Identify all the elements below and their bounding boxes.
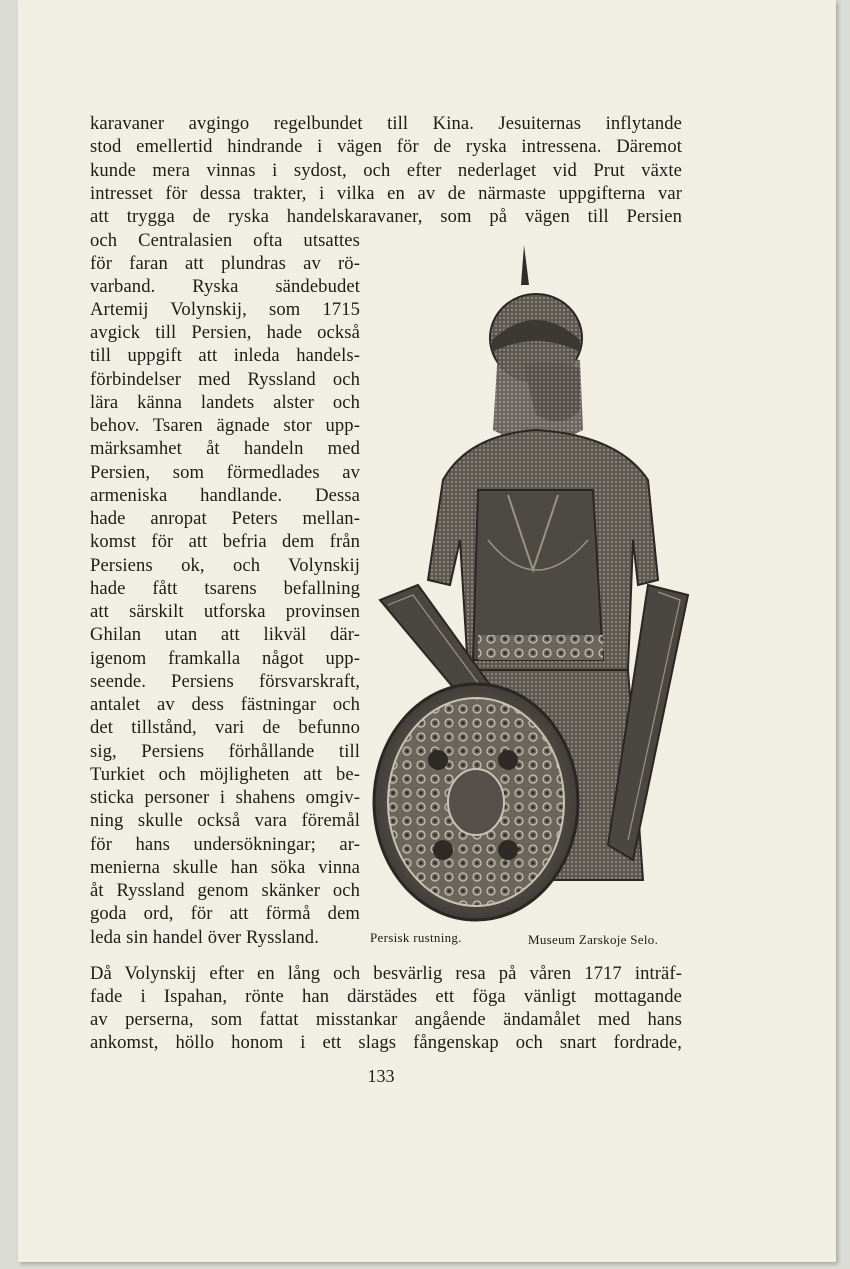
text-line: ning skulle också vara föremål [90, 810, 360, 831]
text-line: fade i Ispahan, rönte han därstädes ett föga vänligt mottagande [90, 986, 682, 1007]
text-line: lära känna landets alster och [90, 392, 360, 413]
text-line: intresset för dessa trakter, i vilka en av de närmaste uppgifterna var [90, 183, 682, 204]
figure-caption: Persisk rustning. [370, 930, 462, 945]
text-line: märksamhet åt handeln med [90, 438, 360, 459]
text-line: kunde mera vinnas i sydost, och efter nederlaget vid Prut växte [90, 160, 682, 181]
text-line: det tillstånd, vari de befunno [90, 717, 360, 738]
text-line: hade fått tsarens befallning [90, 578, 360, 599]
text-line: Artemij Volynskij, som 1715 [90, 299, 360, 320]
text-line: hade anropat Peters mellan- [90, 508, 360, 529]
text-line: Turkiet och möjligheten att be- [90, 764, 360, 785]
text-line: seende. Persiens försvarskraft, [90, 671, 360, 692]
text-line: leda sin handel över Ryssland. [90, 927, 319, 948]
text-line: Då Volynskij efter en lång och besvärlig resa på våren 1717 inträf- [90, 963, 682, 984]
text-line: till uppgift att inleda handels- [90, 345, 360, 366]
text-line: Persiens ok, och Volynskij [90, 555, 360, 576]
text-line: för hans undersökningar; ar- [90, 834, 360, 855]
text-line: avgick till Persien, hade också [90, 322, 360, 343]
text-line: sig, Persiens förhållande till [90, 741, 360, 762]
figure-credit: Museum Zarskoje Selo. [528, 932, 659, 947]
text-line: armeniska handlande. Dessa [90, 485, 360, 506]
armor-illustration [358, 240, 698, 940]
armor-figure [358, 240, 698, 947]
text-line: antalet av dess fästningar och [90, 694, 360, 715]
text-line: karavaner avgingo regelbundet till Kina. Jesuiternas inflytande [90, 113, 682, 134]
text-line: menierna skulle han söka vinna [90, 857, 360, 878]
text-line: behov. Tsaren ägnade stor upp- [90, 415, 360, 436]
text-line: att särskilt utforska provinsen [90, 601, 360, 622]
text-line: ankomst, höllo honom i ett slags fångenskap och snart fordrade, [90, 1032, 682, 1053]
page-number: 133 [367, 1066, 395, 1086]
text-line: att trygga de ryska handelskaravaner, som på vägen till Persien [90, 206, 682, 227]
text-line: stod emellertid hindrande i vägen för de ryska intressena. Däremot [90, 136, 682, 157]
text-line: goda ord, för att förmå dem [90, 903, 360, 924]
text-line: sticka personer i shahens omgiv- [90, 787, 360, 808]
text-line: av perserna, som fattat misstankar angående ändamålet med hans [90, 1009, 682, 1030]
text-line: för faran att plundras av rö- [90, 253, 360, 274]
text-line: komst för att befria dem från [90, 531, 360, 552]
text-line: Ghilan utan att likväl där- [90, 624, 360, 645]
book-page [18, 0, 836, 1262]
text-line: Persien, som förmedlades av [90, 462, 360, 483]
text-line: förbindelser med Ryssland och [90, 369, 360, 390]
text-line: varband. Ryska sändebudet [90, 276, 360, 297]
text-line: och Centralasien ofta utsattes [90, 230, 360, 251]
text-line: åt Ryssland genom skänker och [90, 880, 360, 901]
text-line: igenom framkalla något upp- [90, 648, 360, 669]
